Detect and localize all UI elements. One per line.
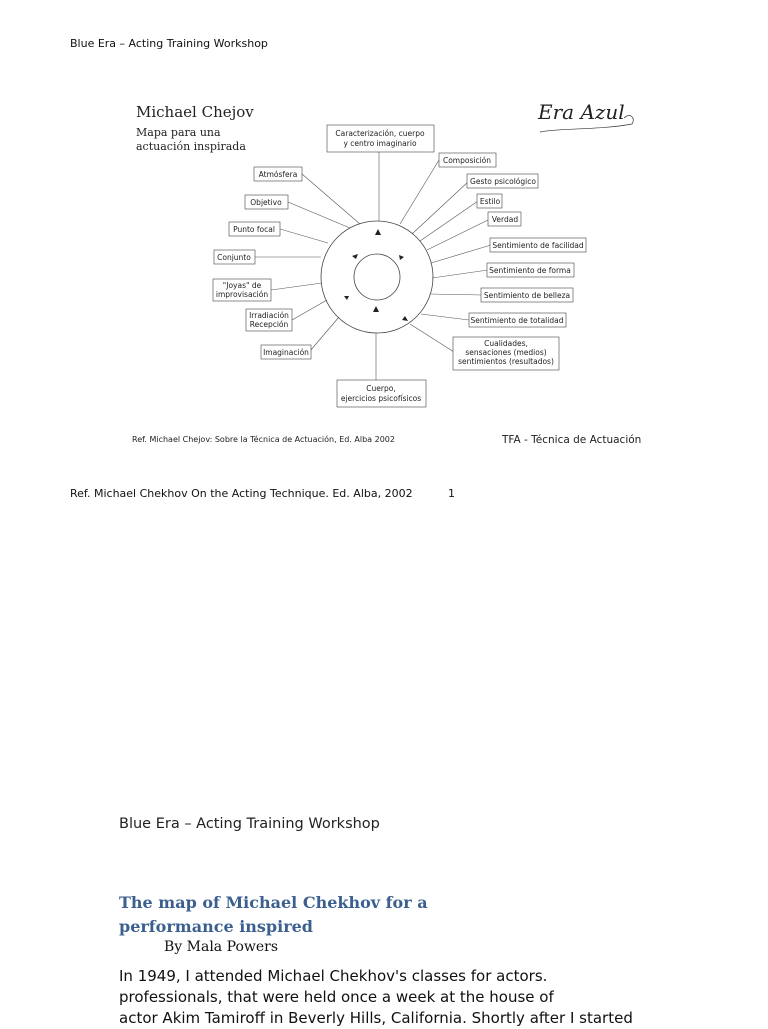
label-cuerpo-2: ejercicios psicofísicos (340, 394, 422, 403)
label-cualidades-2: sensaciones (medios) (465, 348, 547, 357)
label-irradiacion-1: Irradiación (249, 311, 289, 320)
label-cualidades-3: sentimientos (resultados) (458, 357, 554, 366)
label-atmosfera: Atmósfera (258, 170, 298, 179)
page-number: 1 (448, 487, 455, 500)
figure-subtitle (136, 126, 246, 154)
figure-subtitle-line1: Mapa para una (136, 126, 221, 139)
inner-arrows (344, 229, 408, 321)
figure-reference: Ref. Michael Chejov: Sobre la Técnica de Actuación, Ed. Alba 2002 (132, 435, 395, 444)
label-conjunto: Conjunto (217, 253, 251, 262)
figure-subtitle-line2: actuación inspirada (136, 140, 246, 153)
era-azul-logo: Era Azul (538, 100, 625, 124)
label-joyas-2: improvisación (215, 290, 269, 299)
body-line: In 1949, I attended Michael Chekhov's classes for actors. (119, 967, 548, 985)
label-caracterizacion-1: Caracterización, cuerpo (335, 129, 425, 138)
label-totalidad: Sentimiento de totalidad (470, 316, 564, 325)
page-header: Blue Era – Acting Training Workshop (70, 37, 268, 50)
label-gesto-psicologico: Gesto psicológico (470, 177, 536, 186)
label-verdad: Verdad (491, 215, 519, 224)
label-irradiacion-2: Recepción (249, 320, 289, 329)
label-forma: Sentimiento de forma (489, 266, 571, 275)
outer-circle (321, 221, 433, 333)
label-caracterizacion-2: y centro imaginario (343, 139, 417, 148)
figure-title: Michael Chejov (136, 103, 254, 121)
article-body (119, 966, 639, 1029)
label-composicion: Composición (442, 156, 492, 165)
label-objetivo: Objetivo (250, 198, 282, 207)
label-cuerpo-1: Cuerpo, (366, 384, 396, 393)
label-joyas-1: "Joyas" de (222, 281, 262, 290)
label-imaginacion: Imaginación (263, 348, 309, 357)
label-cualidades-1: Cualidades, (484, 339, 528, 348)
label-belleza: Sentimiento de belleza (483, 291, 571, 300)
body-line: actor Akim Tamiroff in Beverly Hills, California. Shortly after I started (119, 1009, 633, 1027)
inner-circle (354, 254, 400, 300)
label-estilo: Estilo (479, 197, 501, 206)
footer-reference: Ref. Michael Chekhov On the Acting Technique. Ed. Alba, 2002 (70, 487, 413, 500)
label-facilidad: Sentimiento de facilidad (492, 241, 584, 250)
label-punto-focal: Punto focal (233, 225, 275, 234)
figure-tfa: TFA - Técnica de Actuación (502, 434, 642, 446)
article-byline: By Mala Powers (164, 939, 279, 955)
article-heading: The map of Michael Chekhov for a performance inspired (119, 893, 428, 936)
body-line: professionals, that were held once a week at the house of (119, 988, 554, 1006)
second-page-header: Blue Era – Acting Training Workshop (119, 816, 380, 832)
